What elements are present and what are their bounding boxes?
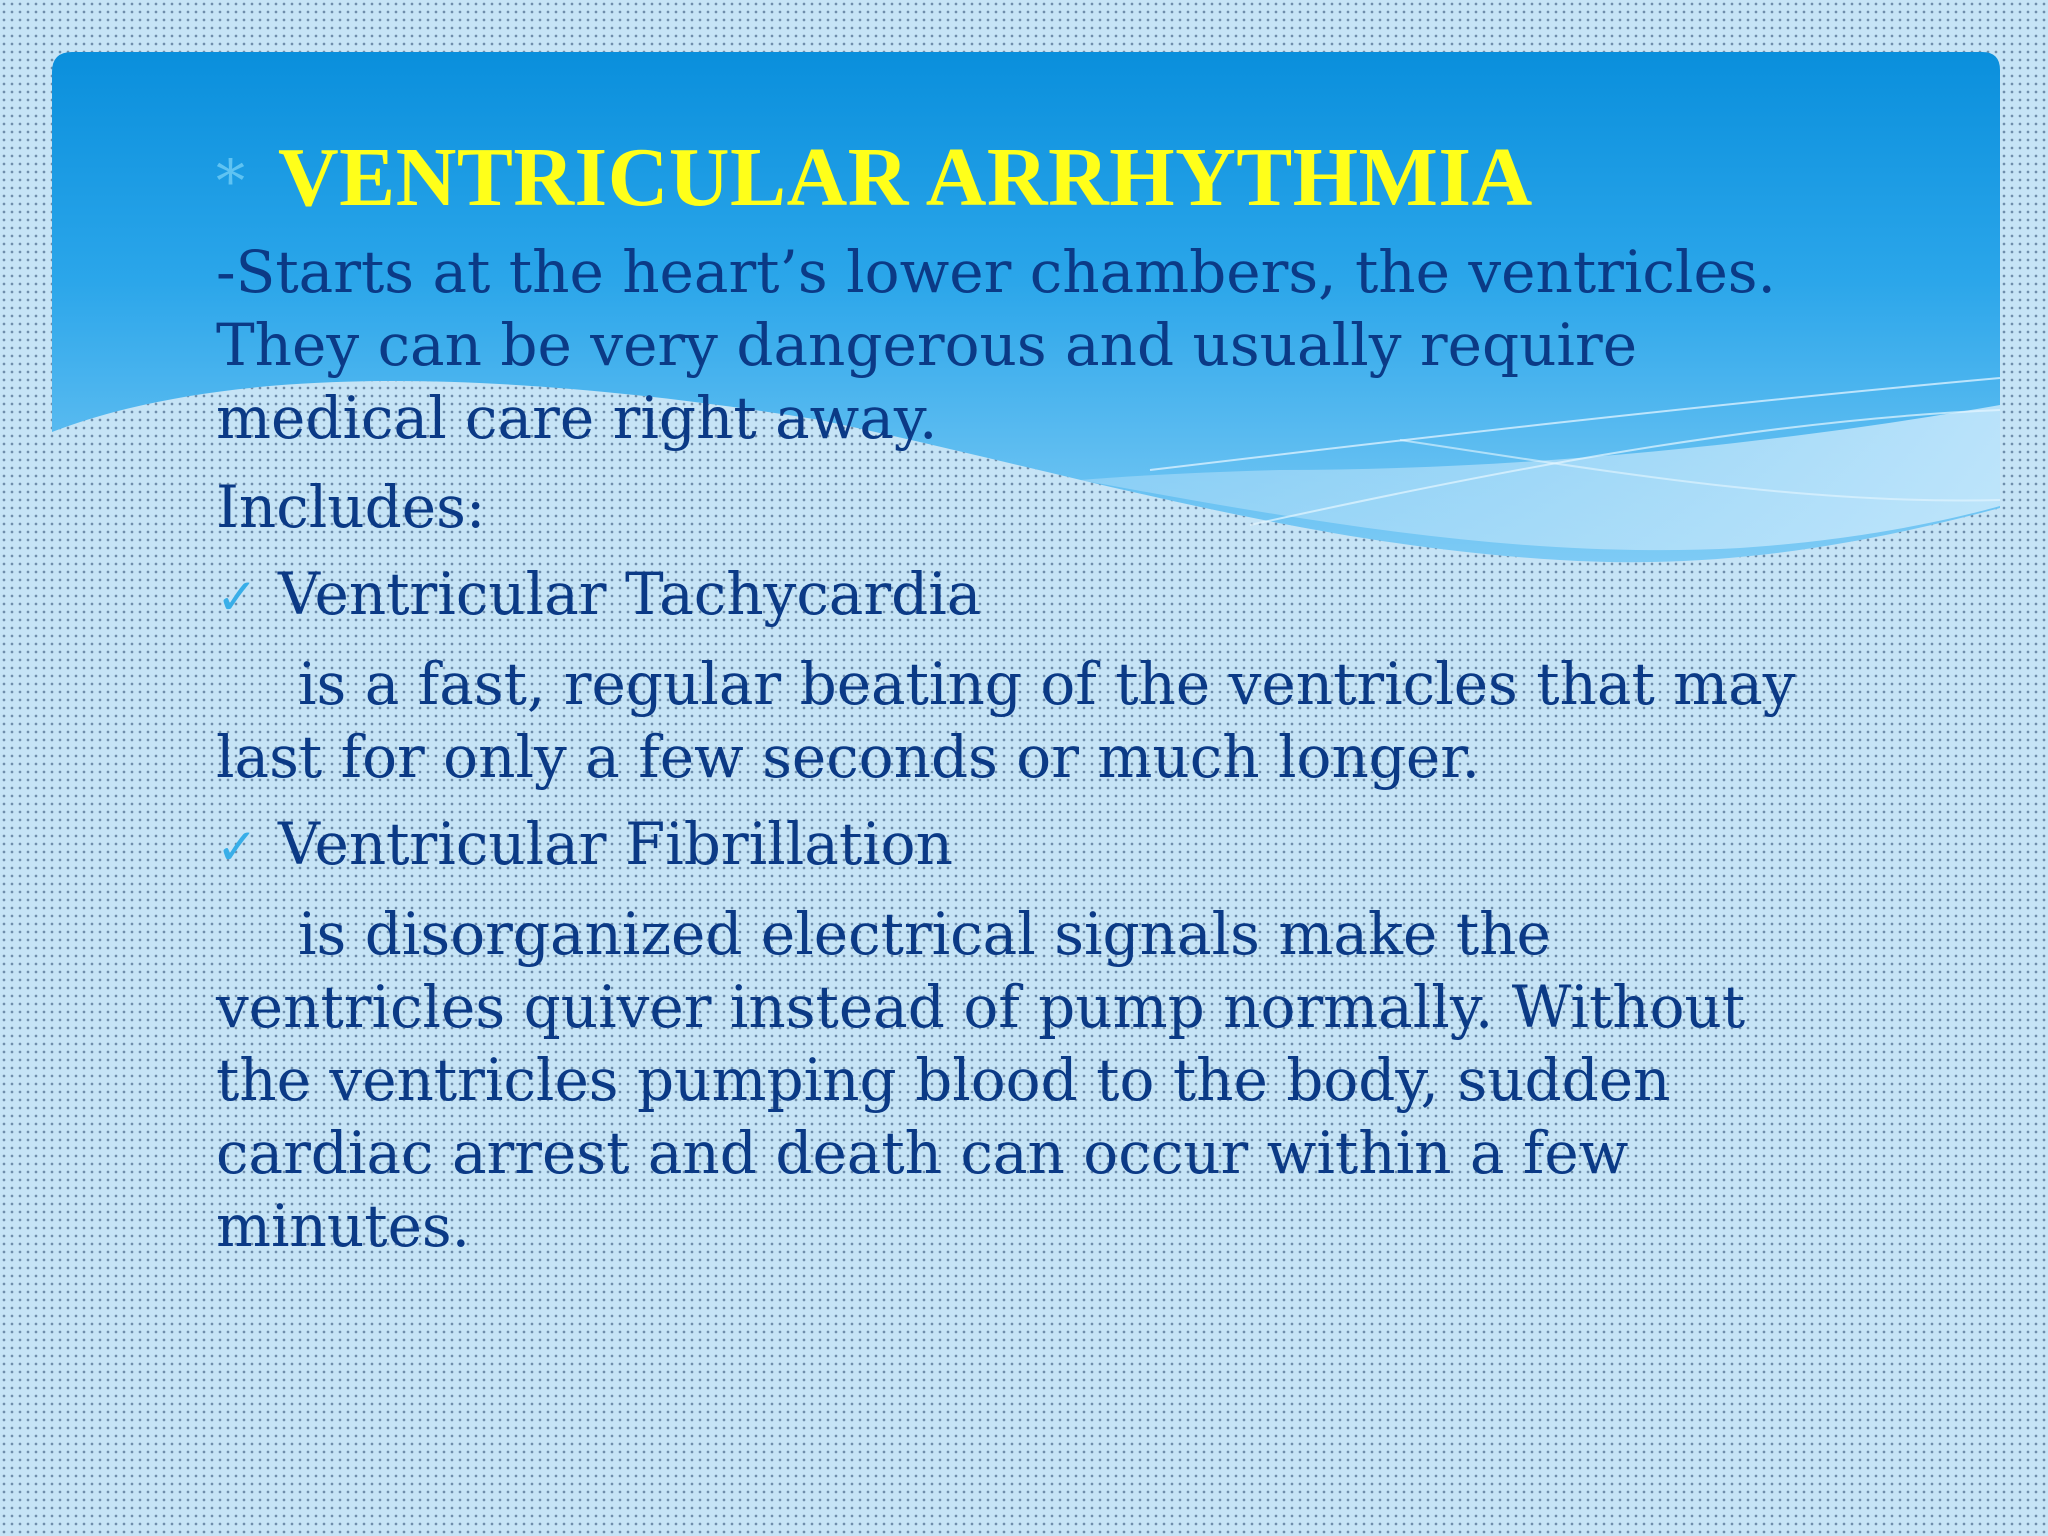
item-heading-row [216,808,1836,884]
item-description-line: is disorganized electrical signals make the [298,900,1551,968]
item-description-line: ventricles quiver instead of pump normally. Without [216,973,1746,1041]
checkmark-icon: ✓ [216,818,258,876]
intro-line: -Starts at the heart’s lower chambers, the ventricles. [216,238,1776,306]
item-heading: Ventricular Fibrillation [278,810,953,878]
checkmark-icon: ✓ [216,568,258,626]
slide-content [216,128,1836,1263]
item-heading: Ventricular Tachycardia [278,560,982,628]
asterisk-icon: * [216,147,245,215]
item-description-line: the ventricles pumping blood to the body, sudden [216,1046,1671,1114]
intro-line: They can be very dangerous and usually require [216,311,1638,379]
item-description-line: cardiac arrest and death can occur within a few [216,1119,1629,1187]
title-row [216,128,1836,228]
item-description-line: last for only a few seconds or much longer. [216,723,1481,791]
item-description-line: minutes. [216,1192,471,1260]
item-description-line: is a fast, regular beating of the ventricles that may [298,650,1796,718]
intro-line: medical care right away. [216,384,938,452]
item-heading-row [216,558,1836,634]
list-item [216,808,1836,1263]
includes-label: Includes: [216,473,486,541]
intro-paragraph [216,236,1836,455]
list-item [216,558,1836,794]
slide-title: VENTRICULAR ARRHYTHMIA [278,131,1533,224]
